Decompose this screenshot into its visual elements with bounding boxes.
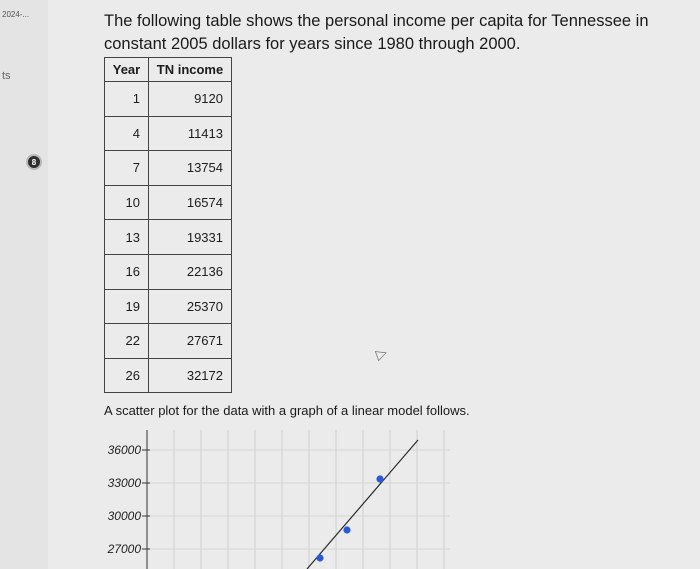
income-cell: 9120 <box>149 82 232 117</box>
income-cell: 27671 <box>149 324 232 359</box>
year-cell: 19 <box>105 289 149 324</box>
income-cell: 22136 <box>149 254 232 289</box>
y-tick-label: 36000 <box>107 443 141 457</box>
year-cell: 13 <box>105 220 149 255</box>
question-number-badge[interactable]: 8 <box>26 154 42 170</box>
mouse-cursor-icon: ▷ <box>373 343 390 363</box>
question-intro: The following table shows the personal income per capita for Tennessee in constant 2005 dollars for years since 1980 through 2000. <box>104 12 649 53</box>
y-tick-label: 30000 <box>107 509 141 523</box>
header-tn-income: TN income <box>149 58 232 82</box>
income-cell: 32172 <box>149 358 232 393</box>
y-tick-label: 33000 <box>107 476 141 490</box>
header-year: Year <box>105 58 149 82</box>
data-point <box>316 554 323 561</box>
income-cell: 13754 <box>149 151 232 186</box>
tab-label[interactable]: 2024-... <box>2 10 30 19</box>
year-cell: 10 <box>105 185 149 220</box>
income-cell: 19331 <box>149 220 232 255</box>
income-cell: 25370 <box>149 289 232 324</box>
sidebar-text: ts <box>2 70 11 82</box>
income-cell: 11413 <box>149 116 232 151</box>
data-point <box>343 526 350 533</box>
year-cell: 4 <box>105 116 149 151</box>
y-tick-label: 27000 <box>107 542 141 556</box>
year-cell: 22 <box>105 324 149 359</box>
year-cell: 16 <box>105 254 149 289</box>
plot-caption: A scatter plot for the data with a graph of a linear model follows. <box>104 403 470 418</box>
year-cell: 26 <box>105 358 149 393</box>
data-point <box>376 475 383 482</box>
income-cell: 16574 <box>149 185 232 220</box>
year-cell: 1 <box>105 82 149 117</box>
year-cell: 7 <box>105 151 149 186</box>
